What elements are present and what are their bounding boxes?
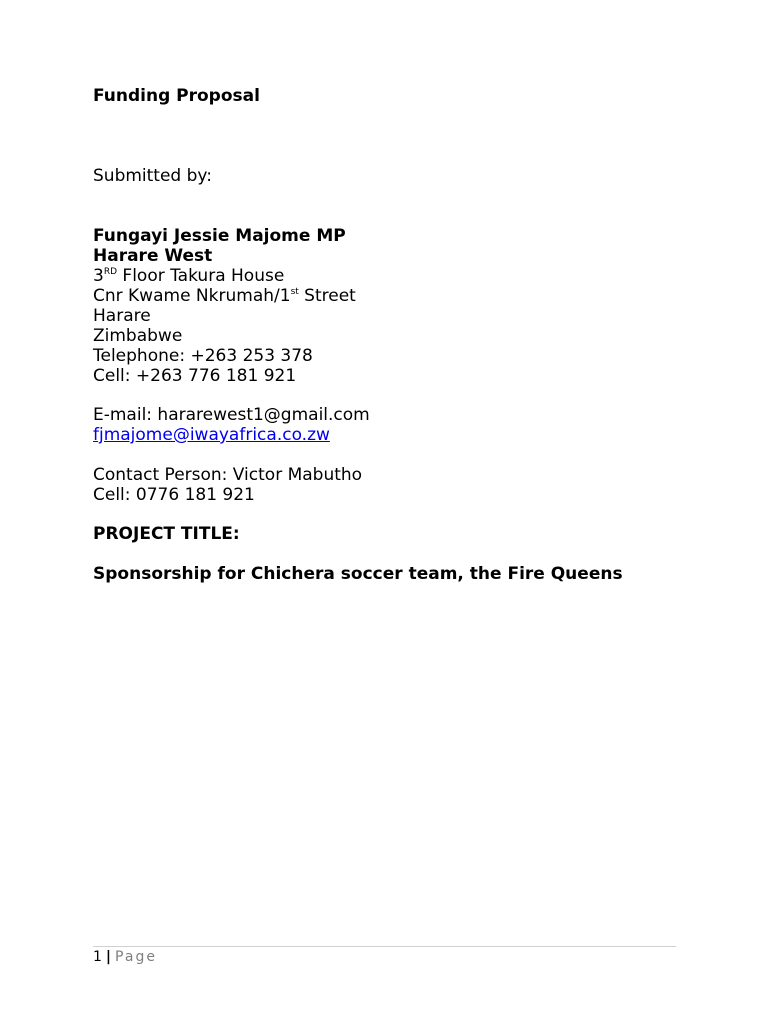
submitter-name: Fungayi Jessie Majome MP bbox=[93, 226, 346, 246]
project-title-label: PROJECT TITLE: bbox=[93, 524, 240, 544]
footer-divider bbox=[93, 946, 676, 947]
contact-cell: Cell: 0776 181 921 bbox=[93, 485, 255, 505]
telephone: Telephone: +263 253 378 bbox=[93, 346, 313, 366]
cell-number: Cell: +263 776 181 921 bbox=[93, 366, 297, 386]
address-street-suffix: st bbox=[290, 287, 299, 297]
footer-separator: | bbox=[105, 949, 112, 965]
address-city: Harare bbox=[93, 306, 151, 326]
address-floor-number: 3 bbox=[93, 266, 104, 286]
project-title: Sponsorship for Chichera soccer team, the Fire Queens bbox=[93, 564, 623, 584]
page-label: Page bbox=[115, 949, 157, 965]
page-footer bbox=[93, 948, 157, 966]
email: E-mail: hararewest1@gmail.com bbox=[93, 405, 370, 425]
address-line-2 bbox=[93, 286, 356, 306]
address-floor-suffix: RD bbox=[103, 267, 118, 277]
submitted-by-label: Submitted by: bbox=[93, 166, 212, 186]
address-street-word: Street bbox=[298, 286, 356, 306]
contact-person: Contact Person: Victor Mabutho bbox=[93, 465, 363, 485]
address-country: Zimbabwe bbox=[93, 326, 183, 346]
address-street-corner: Cnr Kwame Nkrumah/1 bbox=[93, 286, 291, 306]
email-link[interactable]: fjmajome@iwayafrica.co.zw bbox=[93, 425, 330, 445]
document-heading: Funding Proposal bbox=[93, 86, 260, 106]
email-link-line bbox=[93, 425, 330, 445]
address-line-1 bbox=[93, 266, 284, 286]
page-number: 1 bbox=[93, 949, 102, 965]
address-building: Floor Takura House bbox=[117, 266, 285, 286]
constituency: Harare West bbox=[93, 246, 213, 266]
